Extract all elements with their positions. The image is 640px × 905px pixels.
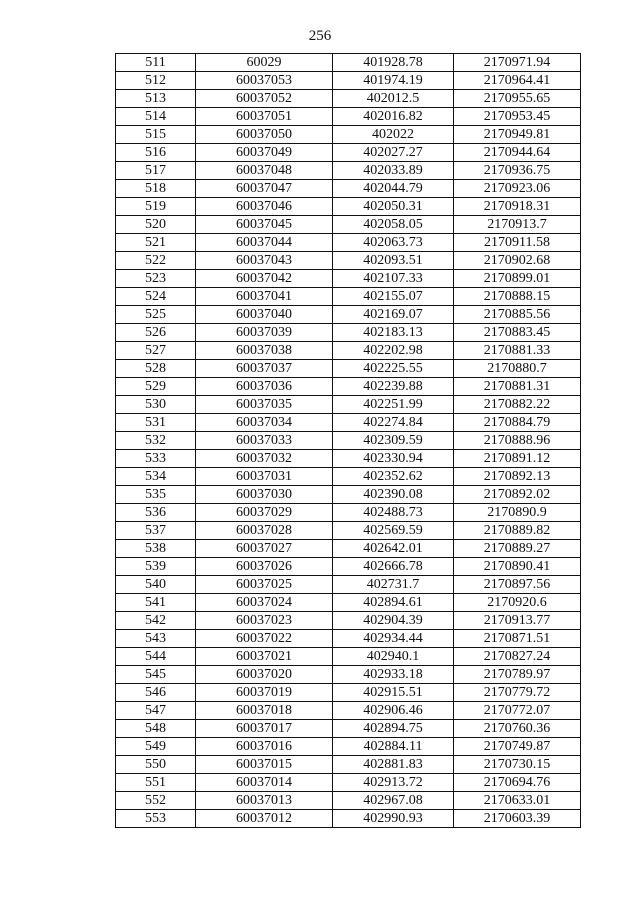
- point-id-cell: 60037037: [196, 360, 333, 378]
- point-id-cell: 60037053: [196, 72, 333, 90]
- table-row: [116, 360, 581, 378]
- table-row: [116, 234, 581, 252]
- point-index-cell: 534: [116, 468, 196, 486]
- point-id-cell: 60037043: [196, 252, 333, 270]
- table-row: [116, 324, 581, 342]
- y-coordinate-cell: 2170884.79: [454, 414, 581, 432]
- table-row: [116, 270, 581, 288]
- table-row: [116, 342, 581, 360]
- point-id-cell: 60037028: [196, 522, 333, 540]
- table-row: [116, 216, 581, 234]
- y-coordinate-cell: 2170918.31: [454, 198, 581, 216]
- point-index-cell: 537: [116, 522, 196, 540]
- point-index-cell: 514: [116, 108, 196, 126]
- table-row: [116, 414, 581, 432]
- point-index-cell: 517: [116, 162, 196, 180]
- y-coordinate-cell: 2170883.45: [454, 324, 581, 342]
- y-coordinate-cell: 2170892.13: [454, 468, 581, 486]
- point-id-cell: 60037015: [196, 756, 333, 774]
- point-index-cell: 535: [116, 486, 196, 504]
- y-coordinate-cell: 2170603.39: [454, 810, 581, 828]
- point-id-cell: 60037016: [196, 738, 333, 756]
- table-row: [116, 198, 581, 216]
- point-index-cell: 519: [116, 198, 196, 216]
- x-coordinate-cell: 402022: [333, 126, 454, 144]
- x-coordinate-cell: 402666.78: [333, 558, 454, 576]
- point-id-cell: 60037031: [196, 468, 333, 486]
- x-coordinate-cell: 402063.73: [333, 234, 454, 252]
- y-coordinate-cell: 2170827.24: [454, 648, 581, 666]
- table-row: [116, 162, 581, 180]
- table-row: [116, 612, 581, 630]
- point-index-cell: 547: [116, 702, 196, 720]
- point-index-cell: 516: [116, 144, 196, 162]
- table-row: [116, 144, 581, 162]
- point-id-cell: 60037047: [196, 180, 333, 198]
- x-coordinate-cell: 402642.01: [333, 540, 454, 558]
- point-id-cell: 60037046: [196, 198, 333, 216]
- y-coordinate-cell: 2170890.9: [454, 504, 581, 522]
- table-row: [116, 630, 581, 648]
- point-index-cell: 536: [116, 504, 196, 522]
- x-coordinate-cell: 402016.82: [333, 108, 454, 126]
- point-id-cell: 60037029: [196, 504, 333, 522]
- table-row: [116, 108, 581, 126]
- table-row: [116, 72, 581, 90]
- x-coordinate-cell: 402990.93: [333, 810, 454, 828]
- point-index-cell: 552: [116, 792, 196, 810]
- x-coordinate-cell: 402906.46: [333, 702, 454, 720]
- table-row: [116, 486, 581, 504]
- point-id-cell: 60037032: [196, 450, 333, 468]
- y-coordinate-cell: 2170888.15: [454, 288, 581, 306]
- table-row: [116, 540, 581, 558]
- point-id-cell: 60037035: [196, 396, 333, 414]
- table-row: [116, 306, 581, 324]
- table-row: [116, 576, 581, 594]
- point-index-cell: 515: [116, 126, 196, 144]
- y-coordinate-cell: 2170949.81: [454, 126, 581, 144]
- point-id-cell: 60037014: [196, 774, 333, 792]
- point-id-cell: 60037030: [196, 486, 333, 504]
- table-row: [116, 378, 581, 396]
- point-id-cell: 60037013: [196, 792, 333, 810]
- point-index-cell: 548: [116, 720, 196, 738]
- x-coordinate-cell: 402731.7: [333, 576, 454, 594]
- table-row: [116, 432, 581, 450]
- point-id-cell: 60037019: [196, 684, 333, 702]
- page-number: 256: [308, 28, 332, 44]
- point-id-cell: 60037023: [196, 612, 333, 630]
- point-id-cell: 60029: [196, 54, 333, 72]
- y-coordinate-cell: 2170964.41: [454, 72, 581, 90]
- x-coordinate-cell: 402894.75: [333, 720, 454, 738]
- x-coordinate-cell: 402155.07: [333, 288, 454, 306]
- table-row: [116, 126, 581, 144]
- table-row: [116, 90, 581, 108]
- y-coordinate-cell: 2170902.68: [454, 252, 581, 270]
- coordinates-table-body: [116, 54, 581, 828]
- x-coordinate-cell: 402352.62: [333, 468, 454, 486]
- point-id-cell: 60037022: [196, 630, 333, 648]
- y-coordinate-cell: 2170730.15: [454, 756, 581, 774]
- y-coordinate-cell: 2170694.76: [454, 774, 581, 792]
- x-coordinate-cell: 402033.89: [333, 162, 454, 180]
- point-id-cell: 60037018: [196, 702, 333, 720]
- point-index-cell: 532: [116, 432, 196, 450]
- point-id-cell: 60037025: [196, 576, 333, 594]
- point-index-cell: 530: [116, 396, 196, 414]
- x-coordinate-cell: 402390.08: [333, 486, 454, 504]
- x-coordinate-cell: 402904.39: [333, 612, 454, 630]
- point-index-cell: 512: [116, 72, 196, 90]
- point-index-cell: 542: [116, 612, 196, 630]
- y-coordinate-cell: 2170789.97: [454, 666, 581, 684]
- x-coordinate-cell: 402569.59: [333, 522, 454, 540]
- table-row: [116, 738, 581, 756]
- x-coordinate-cell: 402967.08: [333, 792, 454, 810]
- point-id-cell: 60037017: [196, 720, 333, 738]
- y-coordinate-cell: 2170749.87: [454, 738, 581, 756]
- point-index-cell: 527: [116, 342, 196, 360]
- x-coordinate-cell: 402107.33: [333, 270, 454, 288]
- point-id-cell: 60037021: [196, 648, 333, 666]
- point-index-cell: 531: [116, 414, 196, 432]
- table-row: [116, 288, 581, 306]
- table-row: [116, 252, 581, 270]
- point-index-cell: 541: [116, 594, 196, 612]
- y-coordinate-cell: 2170936.75: [454, 162, 581, 180]
- point-index-cell: 544: [116, 648, 196, 666]
- x-coordinate-cell: 402012.5: [333, 90, 454, 108]
- x-coordinate-cell: 402915.51: [333, 684, 454, 702]
- point-index-cell: 528: [116, 360, 196, 378]
- point-id-cell: 60037012: [196, 810, 333, 828]
- y-coordinate-cell: 2170885.56: [454, 306, 581, 324]
- y-coordinate-cell: 2170944.64: [454, 144, 581, 162]
- y-coordinate-cell: 2170892.02: [454, 486, 581, 504]
- x-coordinate-cell: 402027.27: [333, 144, 454, 162]
- point-index-cell: 549: [116, 738, 196, 756]
- point-index-cell: 553: [116, 810, 196, 828]
- y-coordinate-cell: 2170880.7: [454, 360, 581, 378]
- x-coordinate-cell: 401928.78: [333, 54, 454, 72]
- point-index-cell: 520: [116, 216, 196, 234]
- table-row: [116, 594, 581, 612]
- table-row: [116, 522, 581, 540]
- x-coordinate-cell: 401974.19: [333, 72, 454, 90]
- point-id-cell: 60037039: [196, 324, 333, 342]
- y-coordinate-cell: 2170920.6: [454, 594, 581, 612]
- x-coordinate-cell: 402050.31: [333, 198, 454, 216]
- coordinates-table: [115, 53, 581, 828]
- x-coordinate-cell: 402225.55: [333, 360, 454, 378]
- y-coordinate-cell: 2170760.36: [454, 720, 581, 738]
- y-coordinate-cell: 2170955.65: [454, 90, 581, 108]
- y-coordinate-cell: 2170953.45: [454, 108, 581, 126]
- table-row: [116, 792, 581, 810]
- y-coordinate-cell: 2170633.01: [454, 792, 581, 810]
- point-index-cell: 523: [116, 270, 196, 288]
- y-coordinate-cell: 2170913.7: [454, 216, 581, 234]
- table-row: [116, 774, 581, 792]
- y-coordinate-cell: 2170779.72: [454, 684, 581, 702]
- table-row: [116, 648, 581, 666]
- table-row: [116, 504, 581, 522]
- point-id-cell: 60037036: [196, 378, 333, 396]
- point-id-cell: 60037034: [196, 414, 333, 432]
- point-id-cell: 60037033: [196, 432, 333, 450]
- y-coordinate-cell: 2170888.96: [454, 432, 581, 450]
- point-id-cell: 60037051: [196, 108, 333, 126]
- point-index-cell: 546: [116, 684, 196, 702]
- point-id-cell: 60037050: [196, 126, 333, 144]
- x-coordinate-cell: 402881.83: [333, 756, 454, 774]
- point-index-cell: 525: [116, 306, 196, 324]
- x-coordinate-cell: 402894.61: [333, 594, 454, 612]
- point-id-cell: 60037026: [196, 558, 333, 576]
- table-row: [116, 558, 581, 576]
- x-coordinate-cell: 402202.98: [333, 342, 454, 360]
- point-index-cell: 526: [116, 324, 196, 342]
- point-index-cell: 538: [116, 540, 196, 558]
- table-row: [116, 396, 581, 414]
- x-coordinate-cell: 402044.79: [333, 180, 454, 198]
- y-coordinate-cell: 2170772.07: [454, 702, 581, 720]
- point-id-cell: 60037049: [196, 144, 333, 162]
- x-coordinate-cell: 402488.73: [333, 504, 454, 522]
- x-coordinate-cell: 402913.72: [333, 774, 454, 792]
- y-coordinate-cell: 2170881.31: [454, 378, 581, 396]
- x-coordinate-cell: 402940.1: [333, 648, 454, 666]
- x-coordinate-cell: 402274.84: [333, 414, 454, 432]
- x-coordinate-cell: 402884.11: [333, 738, 454, 756]
- point-id-cell: 60037020: [196, 666, 333, 684]
- point-id-cell: 60037052: [196, 90, 333, 108]
- point-index-cell: 545: [116, 666, 196, 684]
- y-coordinate-cell: 2170923.06: [454, 180, 581, 198]
- y-coordinate-cell: 2170911.58: [454, 234, 581, 252]
- x-coordinate-cell: 402934.44: [333, 630, 454, 648]
- table-row: [116, 468, 581, 486]
- point-id-cell: 60037040: [196, 306, 333, 324]
- table-row: [116, 666, 581, 684]
- table-row: [116, 684, 581, 702]
- x-coordinate-cell: 402251.99: [333, 396, 454, 414]
- point-index-cell: 543: [116, 630, 196, 648]
- y-coordinate-cell: 2170971.94: [454, 54, 581, 72]
- y-coordinate-cell: 2170882.22: [454, 396, 581, 414]
- point-id-cell: 60037042: [196, 270, 333, 288]
- y-coordinate-cell: 2170913.77: [454, 612, 581, 630]
- table-row: [116, 180, 581, 198]
- point-index-cell: 522: [116, 252, 196, 270]
- point-id-cell: 60037041: [196, 288, 333, 306]
- point-id-cell: 60037038: [196, 342, 333, 360]
- table-row: [116, 450, 581, 468]
- x-coordinate-cell: 402169.07: [333, 306, 454, 324]
- point-index-cell: 518: [116, 180, 196, 198]
- point-index-cell: 539: [116, 558, 196, 576]
- x-coordinate-cell: 402239.88: [333, 378, 454, 396]
- point-id-cell: 60037044: [196, 234, 333, 252]
- y-coordinate-cell: 2170890.41: [454, 558, 581, 576]
- y-coordinate-cell: 2170871.51: [454, 630, 581, 648]
- point-index-cell: 524: [116, 288, 196, 306]
- point-id-cell: 60037024: [196, 594, 333, 612]
- x-coordinate-cell: 402093.51: [333, 252, 454, 270]
- x-coordinate-cell: 402058.05: [333, 216, 454, 234]
- x-coordinate-cell: 402330.94: [333, 450, 454, 468]
- point-id-cell: 60037048: [196, 162, 333, 180]
- table-row: [116, 756, 581, 774]
- y-coordinate-cell: 2170889.27: [454, 540, 581, 558]
- x-coordinate-cell: 402933.18: [333, 666, 454, 684]
- point-index-cell: 550: [116, 756, 196, 774]
- point-index-cell: 540: [116, 576, 196, 594]
- y-coordinate-cell: 2170897.56: [454, 576, 581, 594]
- table-row: [116, 54, 581, 72]
- point-index-cell: 533: [116, 450, 196, 468]
- y-coordinate-cell: 2170889.82: [454, 522, 581, 540]
- y-coordinate-cell: 2170881.33: [454, 342, 581, 360]
- y-coordinate-cell: 2170899.01: [454, 270, 581, 288]
- table-row: [116, 720, 581, 738]
- point-index-cell: 529: [116, 378, 196, 396]
- point-id-cell: 60037027: [196, 540, 333, 558]
- table-row: [116, 810, 581, 828]
- point-index-cell: 511: [116, 54, 196, 72]
- x-coordinate-cell: 402183.13: [333, 324, 454, 342]
- y-coordinate-cell: 2170891.12: [454, 450, 581, 468]
- point-index-cell: 513: [116, 90, 196, 108]
- x-coordinate-cell: 402309.59: [333, 432, 454, 450]
- point-index-cell: 551: [116, 774, 196, 792]
- table-row: [116, 702, 581, 720]
- point-id-cell: 60037045: [196, 216, 333, 234]
- point-index-cell: 521: [116, 234, 196, 252]
